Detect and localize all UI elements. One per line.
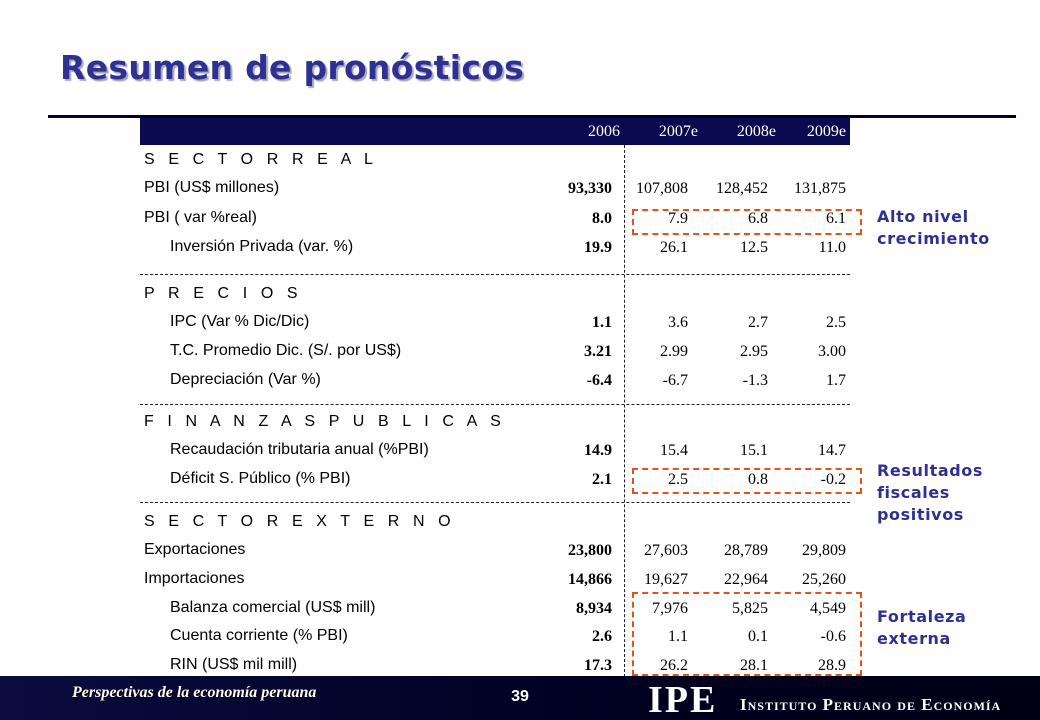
section-divider (140, 274, 850, 275)
cell-value: 2.1 (592, 471, 612, 488)
cell-value: 11.0 (818, 239, 846, 256)
page-number: 39 (511, 688, 529, 705)
cell-value: 23,800 (568, 542, 612, 559)
cell-value: 12.5 (740, 239, 768, 256)
cell-value: 93,330 (568, 180, 612, 197)
table-row (140, 339, 850, 368)
cell-value: 107,808 (636, 180, 688, 197)
cell-value: 0.1 (748, 628, 768, 645)
cell-value: 2.5 (826, 314, 846, 331)
footer-subtitle: Perspectivas de la economía peruana (72, 684, 317, 701)
cell-value: 26.1 (660, 239, 688, 256)
col-header-2009e: 2009e (806, 123, 846, 140)
cell-value: 19.9 (584, 239, 612, 256)
cell-value: 3.00 (818, 343, 846, 360)
note-crecimiento: Alto nivel crecimiento (877, 207, 990, 248)
cell-value: 2.99 (660, 343, 688, 360)
cell-value: -6.7 (662, 372, 688, 389)
table-row (140, 510, 850, 539)
cell-value: 2.5 (668, 471, 688, 488)
section-divider (140, 502, 850, 503)
cell-value: 2.95 (740, 343, 768, 360)
table-row (140, 538, 850, 567)
cell-value: 4,549 (810, 600, 846, 617)
cell-value: 3.6 (668, 314, 688, 331)
table-row (140, 410, 850, 439)
row-label: Recaudación tributaria anual (%PBI) (170, 441, 429, 458)
ipe-logo-name: Instituto Peruano de Economía (740, 695, 1002, 714)
section-divider (140, 404, 850, 405)
cell-value: -0.2 (820, 471, 846, 488)
row-label: Balanza comercial (US$ mill) (170, 599, 376, 616)
cell-value: 5,825 (732, 600, 768, 617)
cell-value: 29,809 (802, 542, 846, 559)
cell-value: 22,964 (724, 571, 768, 588)
row-label: PBI (US$ millones) (144, 179, 280, 196)
cell-value: 28,789 (724, 542, 768, 559)
cell-value: 6.8 (748, 210, 768, 227)
cell-value: 15.1 (740, 442, 768, 459)
table-row (140, 368, 850, 397)
cell-value: 7,976 (652, 600, 688, 617)
cell-value: 14.9 (584, 442, 612, 459)
cell-value: 1.1 (592, 314, 612, 331)
row-label: T.C. Promedio Dic. (S/. por US$) (170, 342, 402, 359)
cell-value: 0.8 (748, 471, 768, 488)
row-label: Exportaciones (144, 541, 246, 558)
col-header-2008e: 2008e (736, 123, 776, 140)
col-header-2007e: 2007e (658, 123, 698, 140)
table-row (140, 148, 850, 177)
highlight-box-fiscales (632, 468, 862, 494)
cell-value: 131,875 (794, 180, 846, 197)
cell-value: 17.3 (584, 657, 612, 674)
cell-value: 19,627 (644, 571, 688, 588)
cell-value: 1.1 (668, 628, 688, 645)
ipe-logo: IPE (648, 679, 718, 720)
note-fiscales: Resultados fiscales positivos (877, 461, 983, 524)
cell-value: 28.1 (740, 657, 768, 674)
row-label: P R E C I O S (144, 285, 303, 302)
cell-value: 28.9 (818, 657, 846, 674)
cell-value: 2.6 (592, 628, 612, 645)
cell-value: 14.7 (818, 442, 846, 459)
row-label: PBI ( var %real) (144, 209, 257, 226)
cell-value: 6.1 (826, 210, 846, 227)
cell-value: 26.2 (660, 657, 688, 674)
cell-value: 27,603 (644, 542, 688, 559)
table-row (140, 282, 850, 311)
cell-value: 8.0 (592, 210, 612, 227)
page-title: Resumen de pronósticos (60, 48, 525, 87)
cell-value: -1.3 (742, 372, 768, 389)
row-label: Inversión Privada (var. %) (170, 238, 354, 255)
row-label: IPC (Var % Dic/Dic) (170, 313, 310, 330)
row-label: S E C T O R R E A L (144, 151, 378, 168)
row-label: RIN (US$ mil mill) (170, 656, 298, 673)
row-label: F I N A N Z A S P U B L I C A S (144, 413, 506, 430)
cell-value: 25,260 (802, 571, 846, 588)
row-label: Cuenta corriente (% PBI) (170, 627, 348, 644)
row-label: Déficit S. Público (% PBI) (170, 470, 351, 487)
note-externa: Fortaleza externa (877, 607, 967, 648)
cell-value: 15.4 (660, 442, 688, 459)
cell-value: 2.7 (748, 314, 768, 331)
table-header (140, 118, 850, 145)
table-row (140, 176, 850, 205)
row-label: Depreciación (Var %) (170, 371, 321, 388)
table-row (140, 438, 850, 467)
col-header-2006: 2006 (588, 123, 620, 140)
cell-value: -6.4 (586, 372, 612, 389)
cell-value: 7.9 (668, 210, 688, 227)
table-row (140, 235, 850, 264)
cell-value: 1.7 (826, 372, 846, 389)
cell-value: 3.21 (584, 343, 612, 360)
row-label: S E C T O R E X T E R N O (144, 513, 456, 530)
cell-value: 14,866 (568, 571, 612, 588)
cell-value: 8,934 (576, 600, 612, 617)
highlight-box-crecimiento (632, 209, 862, 235)
cell-value: -0.6 (820, 628, 846, 645)
table-row (140, 310, 850, 339)
highlight-box-externa (632, 592, 862, 676)
row-label: Importaciones (144, 570, 245, 587)
cell-value: 128,452 (716, 180, 768, 197)
